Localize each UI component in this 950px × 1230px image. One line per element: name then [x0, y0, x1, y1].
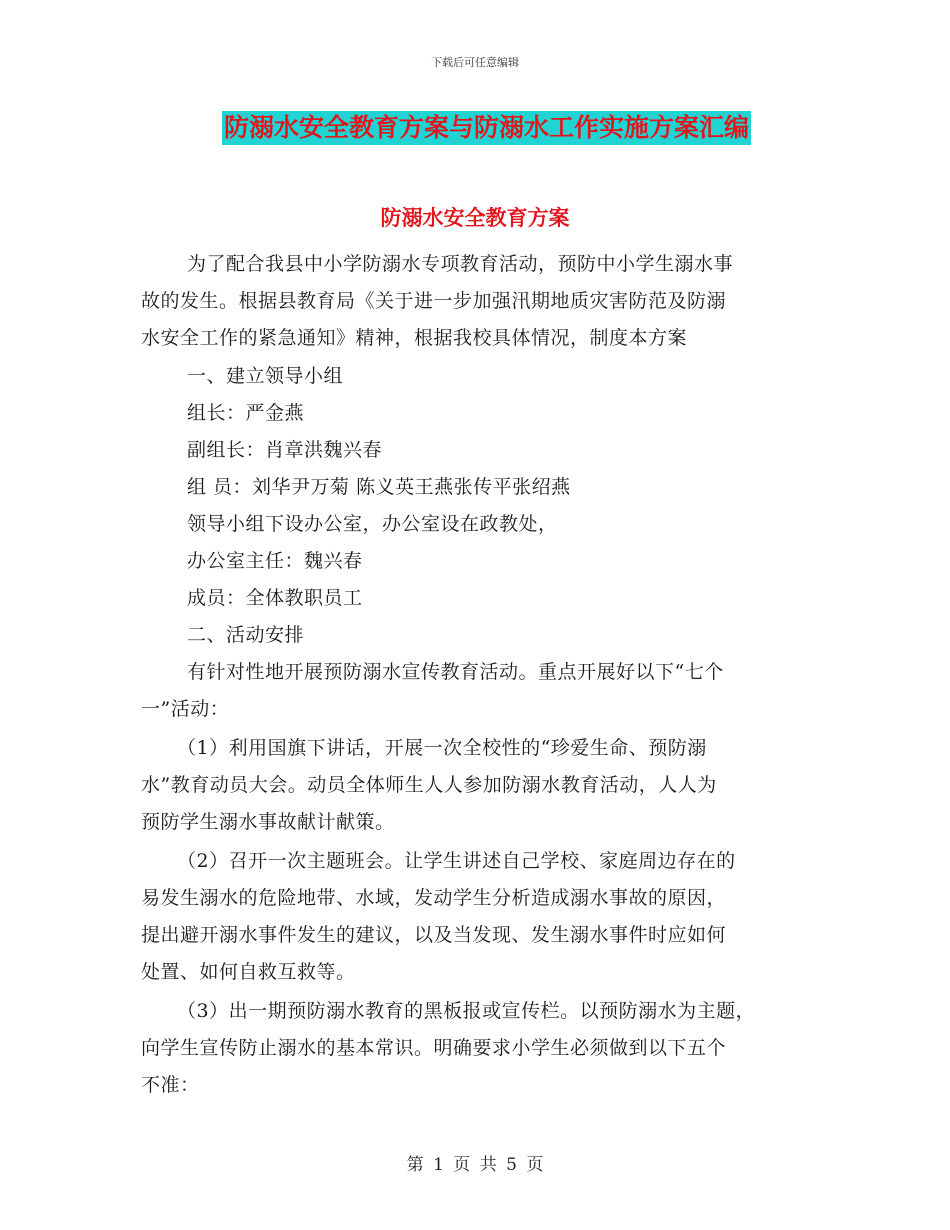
paragraph-line: 不准： — [141, 1074, 200, 1096]
document-title: 防溺水安全教育方案与防溺水工作实施方案汇编 — [222, 111, 751, 145]
paragraph-line: 水安全工作的紧急通知》精神，根据我校具体情况，制度本方案 — [141, 327, 688, 349]
paragraph-line: （3）出一期预防溺水教育的黑板报或宣传栏。以预防溺水为主题， — [177, 1000, 756, 1022]
paragraph-line: 有针对性地开展预防溺水宣传教育活动。重点开展好以下“七个 — [187, 661, 724, 683]
paragraph-line: 为了配合我县中小学防溺水专项教育活动，预防中小学生溺水事 — [187, 253, 734, 275]
paragraph-line: 一”活动： — [141, 698, 230, 720]
paragraph-line: （2）召开一次主题班会。让学生讲述自己学校、家庭周边存在的 — [177, 850, 736, 872]
page-footer: 第 1 页 共 5 页 — [406, 1155, 544, 1175]
paragraph-line: 预防学生溺水事故献计献策。 — [141, 811, 395, 833]
paragraph-line: 水”教育动员大会。动员全体师生人人参加防溺水教育活动，人人为 — [141, 774, 717, 796]
paragraph-line: 领导小组下设办公室，办公室设在政教处， — [187, 513, 558, 535]
section-title: 防溺水安全教育方案 — [380, 206, 570, 230]
paragraph-line: 副组长：肖章洪魏兴春 — [187, 439, 383, 461]
paragraph-line: 向学生宣传防止溺水的基本常识。明确要求小学生必须做到以下五个 — [141, 1037, 727, 1059]
paragraph-line: 组 员：刘华尹万菊 陈义英王燕张传平张绍燕 — [187, 476, 571, 498]
paragraph-line: 故的发生。根据县教育局《关于进一步加强汛期地质灾害防范及防溺 — [141, 290, 727, 312]
page-header-note: 下载后可任意编辑 — [431, 56, 519, 69]
paragraph-line: 成员：全体教职员工 — [187, 587, 363, 609]
paragraph-line: （1）利用国旗下讲话，开展一次全校性的“珍爱生命、预防溺 — [177, 737, 707, 759]
paragraph-line: 易发生溺水的危险地带、水域，发动学生分析造成溺水事故的原因， — [141, 887, 727, 909]
paragraph-line: 组长：严金燕 — [187, 402, 305, 424]
paragraph-line: 办公室主任：魏兴春 — [187, 550, 363, 572]
heading-line: 一、建立领导小组 — [187, 365, 344, 387]
heading-line: 二、活动安排 — [187, 624, 305, 646]
paragraph-line: 处置、如何自救互救等。 — [141, 961, 356, 983]
paragraph-line: 提出避开溺水事件发生的建议，以及当发现、发生溺水事件时应如何 — [141, 924, 727, 946]
